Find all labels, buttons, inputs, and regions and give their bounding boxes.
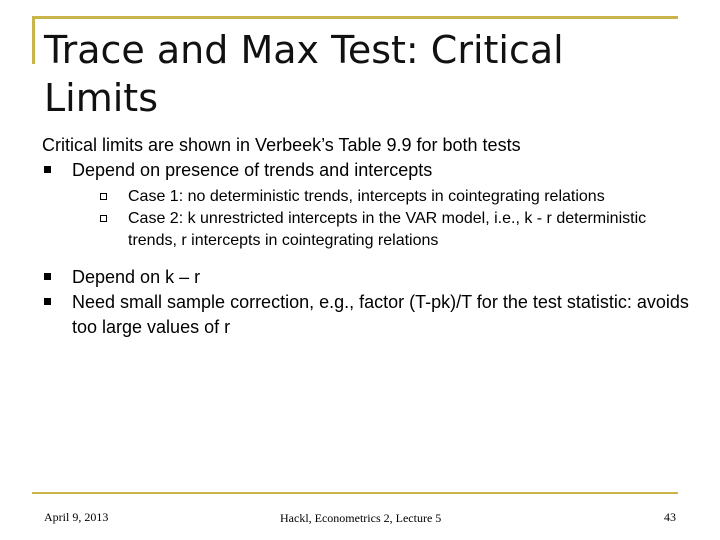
title-frame-top [32,16,678,19]
bullet-item [42,265,692,290]
bullet-text: Depend on k – r [72,267,201,287]
square-bullet-icon [44,273,51,280]
footer-date: April 9, 2013 [44,510,109,524]
sub-bullet-text: Case 2: k unrestricted intercepts in the VAR model, i.e., k - r deterministic trends, r intercepts in cointegrating relations [128,210,647,249]
title-frame-left [32,16,35,64]
bullet-list [42,158,692,340]
sub-bullet-item [72,208,692,252]
hollow-square-bullet-icon [100,215,107,222]
slide-title: Trace and Max Test: Critical Limits [44,28,564,120]
hollow-square-bullet-icon [100,193,107,200]
bullet-text: Depend on presence of trends and intercepts [72,160,433,180]
sub-bullet-item [72,186,692,208]
square-bullet-icon [44,166,51,173]
bullet-item [42,158,692,252]
bullet-text: Need small sample correction, e.g., factor (T-pk)/T for the test statistic: avoids too large values of r [72,292,689,337]
page-number: 43 [664,510,676,524]
slide-body [42,134,692,340]
sub-bullet-list [72,186,692,252]
footer-divider [32,492,678,494]
bullet-item [42,290,692,340]
footer-course: Hackl, Econometrics 2, Lecture 5 [280,511,442,525]
intro-text: Critical limits are shown in Verbeek’s Table 9.9 for both tests [42,135,521,155]
sub-bullet-text: Case 1: no deterministic trends, intercepts in cointegrating relations [128,188,605,205]
square-bullet-icon [44,298,51,305]
